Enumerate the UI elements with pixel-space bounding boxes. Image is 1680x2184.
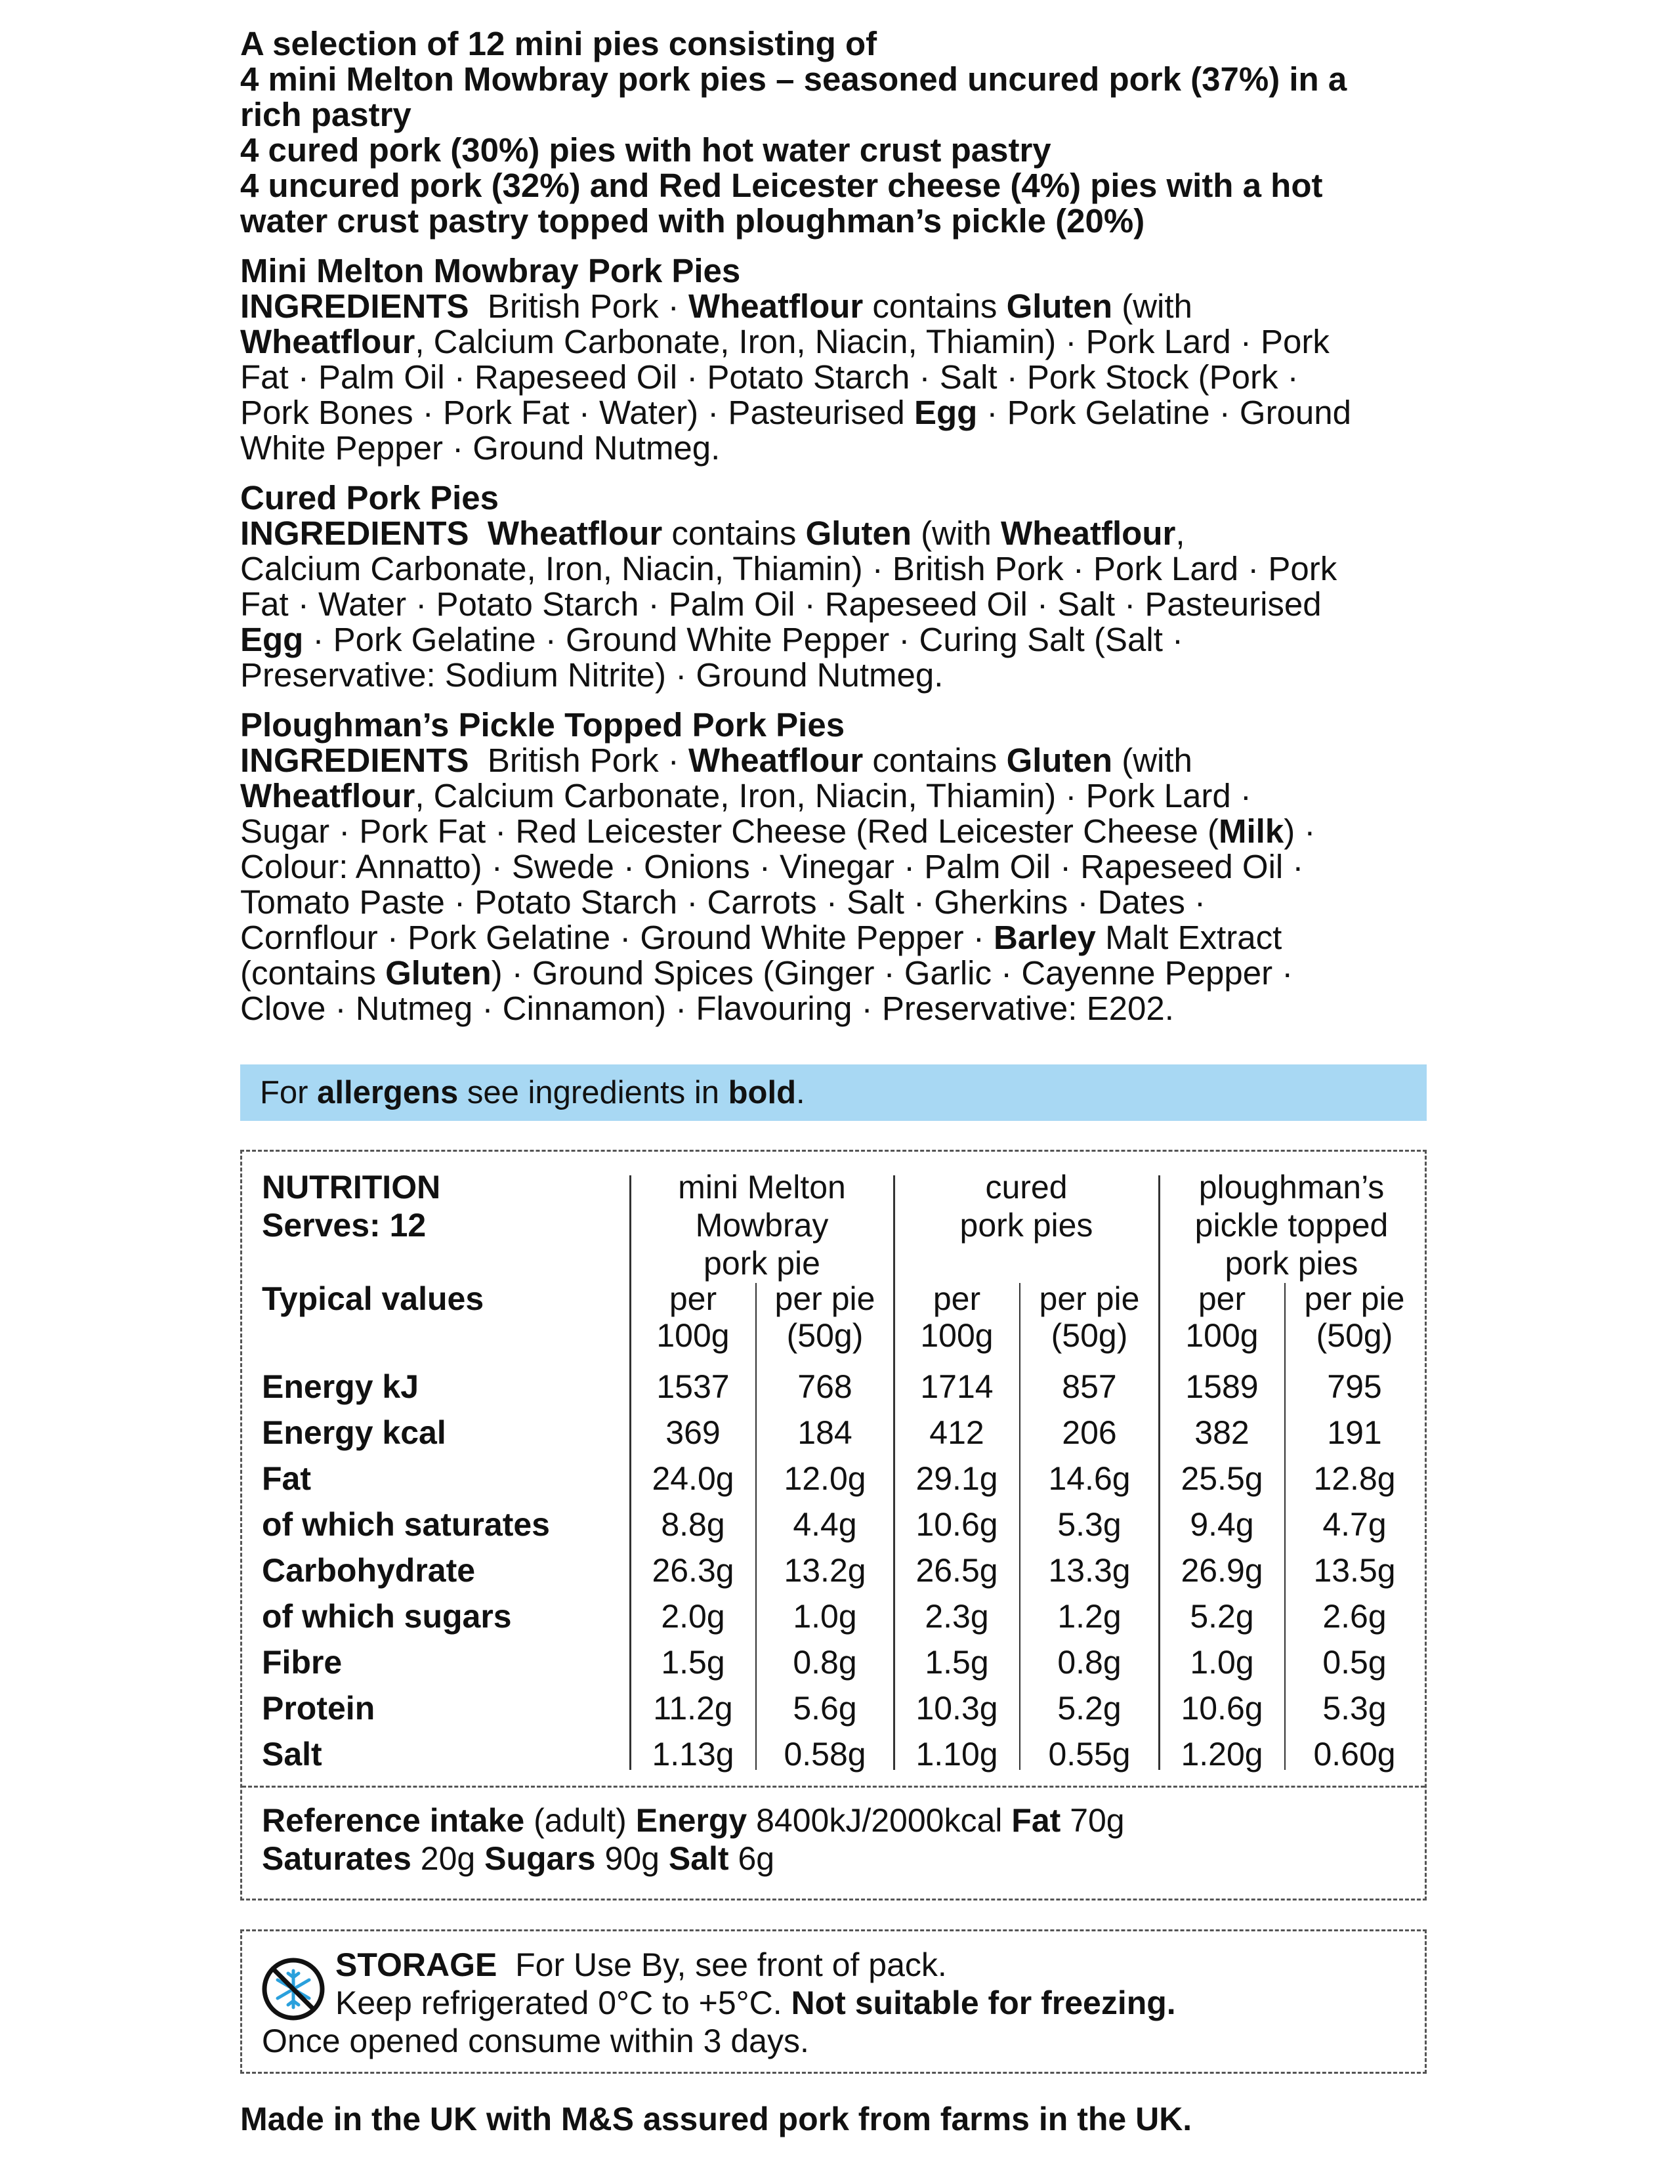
text: (with <box>1112 742 1192 779</box>
col-header: per <box>933 1280 981 1317</box>
nutrient-value: 1.5g <box>925 1644 989 1681</box>
nutrient-value: 206 <box>1062 1414 1117 1451</box>
nutrient-label: of which sugars <box>262 1598 512 1635</box>
nutrient-value: 25.5g <box>1181 1460 1263 1497</box>
section-title: Mini Melton Mowbray Pork Pies <box>240 252 741 289</box>
text: Salt <box>668 1840 729 1877</box>
footer-text: Made in the UK with M&S assured pork from farms in the UK. <box>240 2101 1192 2137</box>
text: Energy <box>635 1802 747 1839</box>
nutrient-value: 26.3g <box>652 1552 734 1589</box>
nutrient-value: 12.8g <box>1313 1460 1396 1497</box>
nutrient-value: 11.2g <box>653 1690 733 1727</box>
product-header: pork pies <box>959 1207 1093 1244</box>
section-title: Cured Pork Pies <box>240 479 499 516</box>
nutrient-value: 0.8g <box>1057 1644 1122 1681</box>
text: Cornflour · Pork Gelatine · Ground White Pepper · <box>240 919 994 956</box>
nutrient-value: 1589 <box>1185 1368 1259 1405</box>
text: For <box>260 1075 318 1110</box>
text: 20g <box>411 1840 485 1877</box>
allergen: Wheatflour <box>240 323 415 360</box>
allergen: Gluten <box>1006 287 1113 325</box>
ingredients-label: INGREDIENTS <box>240 287 469 325</box>
intro-line: A selection of 12 mini pies consisting of <box>240 25 877 62</box>
nutrient-value: 29.1g <box>915 1460 998 1497</box>
section-title: Ploughman’s Pickle Topped Pork Pies <box>240 706 845 744</box>
nutrient-value: 8.8g <box>661 1506 725 1543</box>
text: , Calcium Carbonate, Iron, Niacin, Thiamin) · Pork Lard · <box>415 777 1251 814</box>
text: Tomato Paste · Potato Starch · Carrots · Salt · Gherkins · Dates · <box>240 883 1206 921</box>
nutrient-label: of which saturates <box>262 1506 550 1543</box>
nutrient-value: 26.9g <box>1181 1552 1263 1589</box>
product-header: Mowbray <box>695 1207 829 1244</box>
text: White Pepper · Ground Nutmeg. <box>240 429 721 467</box>
nutrient-value: 24.0g <box>652 1460 734 1497</box>
text: (with <box>912 514 1001 552</box>
allergen: Barley <box>993 919 1096 956</box>
nutrient-value: 369 <box>665 1414 721 1451</box>
allergen: Wheatflour <box>240 777 415 814</box>
nutrient-value: 2.3g <box>925 1598 989 1635</box>
serves: Serves: 12 <box>262 1207 427 1244</box>
text: see ingredients in <box>458 1075 728 1110</box>
ingredients-label: INGREDIENTS <box>240 742 469 779</box>
text: Fat · Palm Oil · Rapeseed Oil · Potato Starch · Salt · Pork Stock (Pork · <box>240 358 1299 396</box>
text: Sugar · Pork Fat · Red Leicester Cheese (Red Leicester Cheese ( <box>240 812 1219 850</box>
product-header: pork pie <box>704 1245 820 1282</box>
text: British Pork · <box>487 287 688 325</box>
nutrient-value: 5.3g <box>1057 1506 1122 1543</box>
text: Fat <box>1011 1802 1061 1839</box>
text: allergens <box>317 1075 459 1110</box>
divider <box>242 1786 1425 1788</box>
ingredients-label: INGREDIENTS <box>240 514 469 552</box>
nutrient-value: 5.2g <box>1057 1690 1122 1727</box>
text: 8400kJ/2000kcal <box>747 1802 1012 1839</box>
storage-label: STORAGE <box>335 1946 497 1983</box>
text: (contains <box>240 954 386 992</box>
text: bold <box>728 1075 797 1110</box>
text: Pork Bones · Pork Fat · Water) · Pasteurised <box>240 394 914 431</box>
nutrient-label: Energy kJ <box>262 1368 419 1405</box>
nutrient-label: Protein <box>262 1690 375 1727</box>
nutrient-value: 10.3g <box>915 1690 998 1727</box>
reference-intake <box>262 1801 1125 1878</box>
allergen: Wheatflour <box>1001 514 1176 552</box>
nutrient-value: 5.6g <box>793 1690 857 1727</box>
col-header: (50g) <box>786 1317 864 1354</box>
text: Sugars <box>484 1840 596 1877</box>
text: ) · <box>1284 812 1316 850</box>
nutrient-value: 2.0g <box>661 1598 725 1635</box>
col-header: per <box>669 1280 717 1317</box>
intro-line: rich pastry <box>240 96 411 133</box>
text: . <box>796 1075 805 1110</box>
nutrient-value: 1.2g <box>1057 1598 1122 1635</box>
nutrient-value: 412 <box>929 1414 984 1451</box>
text: Colour: Annatto) · Swede · Onions · Vinegar · Palm Oil · Rapeseed Oil · <box>240 848 1304 885</box>
text: For Use By, see front of pack. <box>515 1946 947 1983</box>
text: Malt Extract <box>1095 919 1282 956</box>
allergen: Milk <box>1219 812 1284 850</box>
nutrient-value: 382 <box>1194 1414 1250 1451</box>
ploughman-ingredients <box>240 707 1421 1026</box>
nutrient-value: 1.10g <box>915 1736 998 1773</box>
intro-line: 4 uncured pork (32%) and Red Leicester cheese (4%) pies with a hot <box>240 167 1323 204</box>
text: Reference intake <box>262 1802 525 1839</box>
nutrient-value: 5.2g <box>1190 1598 1254 1635</box>
nutrient-value: 1.13g <box>652 1736 734 1773</box>
product-header: mini Melton <box>678 1169 846 1206</box>
nutrient-value: 13.3g <box>1048 1552 1131 1589</box>
nutrient-value: 0.55g <box>1048 1736 1131 1773</box>
text: 6g <box>728 1840 775 1877</box>
nutrient-value: 1537 <box>656 1368 730 1405</box>
nutrient-value: 12.0g <box>784 1460 866 1497</box>
nutrient-value: 5.3g <box>1322 1690 1387 1727</box>
nutrient-value: 1.0g <box>1190 1644 1254 1681</box>
text: contains <box>863 287 1007 325</box>
nutrient-value: 13.5g <box>1313 1552 1396 1589</box>
allergen: Gluten <box>1006 742 1113 779</box>
text: · Pork Gelatine · Ground White Pepper · Curing Salt (Salt · <box>303 621 1184 658</box>
nutrient-label: Fat <box>262 1460 311 1497</box>
text: Not suitable for freezing. <box>791 1984 1176 2021</box>
col-header: per pie <box>1039 1280 1140 1317</box>
text: ) · Ground Spices (Ginger · Garlic · Cayenne Pepper · <box>491 954 1293 992</box>
product-header: pork pies <box>1225 1245 1358 1282</box>
col-header: per <box>1198 1280 1246 1317</box>
text: Saturates <box>262 1840 411 1877</box>
allergen: Egg <box>240 621 304 658</box>
nutrient-value: 1714 <box>920 1368 994 1405</box>
nutrient-value: 1.20g <box>1181 1736 1263 1773</box>
nutrient-value: 4.7g <box>1322 1506 1387 1543</box>
text: Keep refrigerated 0°C to +5°C. <box>335 1984 791 2021</box>
storage-text <box>262 1946 1176 2060</box>
text: contains <box>662 514 806 552</box>
nutrient-value: 14.6g <box>1048 1460 1131 1497</box>
allergen: Wheatflour <box>688 287 864 325</box>
text: contains <box>863 742 1007 779</box>
text: Fat · Water · Potato Starch · Palm Oil · Rapeseed Oil · Salt · Pasteurised <box>240 585 1322 623</box>
nutrient-value: 184 <box>797 1414 852 1451</box>
intro-line: 4 mini Melton Mowbray pork pies – seasoned uncured pork (37%) in a <box>240 60 1347 98</box>
nutrient-value: 0.8g <box>793 1644 857 1681</box>
nutrient-value: 857 <box>1062 1368 1117 1405</box>
text: British Pork · <box>487 742 688 779</box>
nutrition-heading: NUTRITION <box>262 1169 441 1206</box>
text: Preservative: Sodium Nitrite) · Ground Nutmeg. <box>240 656 944 694</box>
col-header: per pie <box>774 1280 875 1317</box>
nutrient-value: 10.6g <box>1181 1690 1263 1727</box>
nutrient-value: 0.60g <box>1313 1736 1396 1773</box>
cured-ingredients <box>240 480 1421 693</box>
nutrient-value: 1.5g <box>661 1644 725 1681</box>
text: 90g <box>595 1840 669 1877</box>
nutrient-value: 1.0g <box>793 1598 857 1635</box>
product-header: cured <box>985 1169 1068 1206</box>
nutrient-value: 795 <box>1327 1368 1382 1405</box>
col-header: 100g <box>656 1317 730 1354</box>
nutrient-value: 9.4g <box>1190 1506 1254 1543</box>
col-header: 100g <box>920 1317 994 1354</box>
allergen: Gluten <box>805 514 912 552</box>
intro-line: water crust pastry topped with ploughman’s pickle (20%) <box>240 202 1145 240</box>
text: Once opened consume within 3 days. <box>262 2023 809 2059</box>
typical-values: Typical values <box>262 1280 484 1317</box>
col-header: (50g) <box>1316 1317 1393 1354</box>
nutrition-table <box>240 1150 1427 1900</box>
nutrient-value: 10.6g <box>915 1506 998 1543</box>
nutrient-value: 2.6g <box>1322 1598 1387 1635</box>
allergen: Wheatflour <box>688 742 864 779</box>
melton-ingredients <box>240 253 1421 466</box>
nutrient-label: Carbohydrate <box>262 1552 476 1589</box>
ingredients-panel <box>240 26 1421 1026</box>
nutrient-label: Energy kcal <box>262 1414 446 1451</box>
allergen: Egg <box>914 394 978 431</box>
product-header: ploughman’s <box>1198 1169 1385 1206</box>
allergen: Wheatflour <box>487 514 663 552</box>
text: , <box>1175 514 1185 552</box>
nutrient-value: 768 <box>797 1368 852 1405</box>
allergen: Gluten <box>385 954 492 992</box>
nutrient-value: 13.2g <box>784 1552 866 1589</box>
text: Clove · Nutmeg · Cinnamon) · Flavouring · Preservative: E202. <box>240 990 1174 1027</box>
col-header: per pie <box>1304 1280 1405 1317</box>
allergen-notice <box>240 1064 1427 1121</box>
text: (with <box>1112 287 1192 325</box>
intro-line: 4 cured pork (30%) pies with hot water crust pastry <box>240 131 1051 169</box>
nutrient-value: 0.58g <box>784 1736 866 1773</box>
col-header: (50g) <box>1051 1317 1128 1354</box>
nutrient-label: Fibre <box>262 1644 343 1681</box>
product-header: pickle topped <box>1194 1207 1389 1244</box>
nutrient-value: 0.5g <box>1322 1644 1387 1681</box>
text: Calcium Carbonate, Iron, Niacin, Thiamin) · British Pork · Pork Lard · Pork <box>240 550 1337 587</box>
text: , Calcium Carbonate, Iron, Niacin, Thiamin) · Pork Lard · Pork <box>415 323 1330 360</box>
col-header: 100g <box>1185 1317 1259 1354</box>
nutrient-value: 191 <box>1327 1414 1382 1451</box>
nutrient-value: 4.4g <box>793 1506 857 1543</box>
intro-text <box>240 26 1421 239</box>
nutrient-value: 26.5g <box>915 1552 998 1589</box>
text: 70g <box>1060 1802 1125 1839</box>
storage-box <box>240 1929 1427 2074</box>
text: · Pork Gelatine · Ground <box>977 394 1352 431</box>
text: (adult) <box>524 1802 636 1839</box>
nutrient-label: Salt <box>262 1736 322 1773</box>
